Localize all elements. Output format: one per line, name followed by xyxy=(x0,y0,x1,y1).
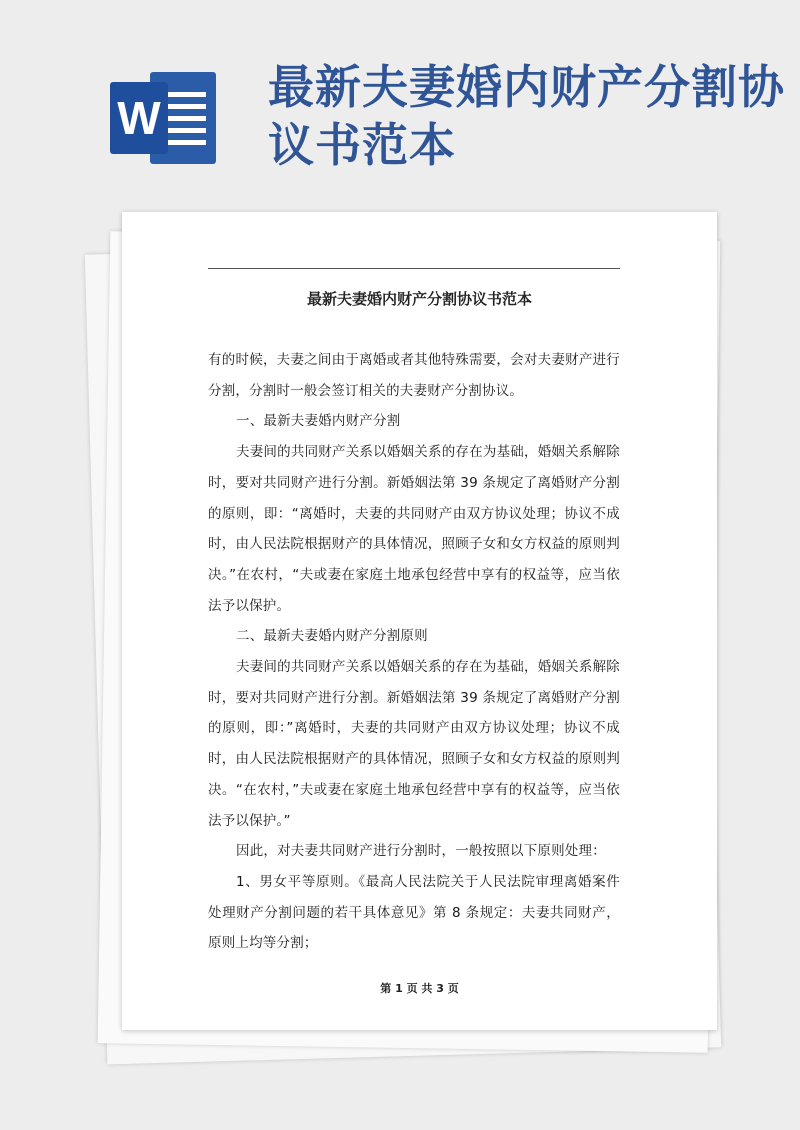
page-number: 第 1 页 共 3 页 xyxy=(380,982,459,995)
word-icon-line xyxy=(162,116,206,121)
word-icon-line xyxy=(162,104,206,109)
word-icon-line xyxy=(162,92,206,97)
document-title: 最新夫妻婚内财产分割协议书范本 xyxy=(306,290,532,308)
document-body xyxy=(208,345,620,959)
section-heading-1: 一、最新夫妻婚内财产分割 xyxy=(236,413,401,430)
word-icon xyxy=(110,68,216,168)
paragraph-principle-1: 1、男女平等原则。《最高人民法院关于人民法院审理离婚案件处理财产分割问题的若干具体意见》第 8 条规定：夫妻共同财产，原则上均等分割； xyxy=(208,873,620,952)
word-icon-letter: W xyxy=(110,82,168,154)
paragraph-principles-intro: 因此，对夫妻共同财产进行分割时，一般按照以下原则处理： xyxy=(236,843,606,860)
header-rule xyxy=(208,268,620,269)
header xyxy=(0,0,800,200)
paragraph-section-2: 夫妻间的共同财产关系以婚姻关系的存在为基础，婚姻关系解除时，要对共同财产进行分割。新婚姻法第 39 条规定了离婚财产分割的原则，即：”离婚时，夫妻的共同财产由双方协议处理；协议不成时，由人民法院根据财产的具体情况，照顾子女和女方权益的原则判决。“在农村，”夫或妻在家庭土地承包经营中享有的权益等，应当依法予以保护。” xyxy=(208,659,620,829)
word-icon-line xyxy=(162,140,206,145)
paragraph-section-1: 夫妻间的共同财产关系以婚姻关系的存在为基础，婚姻关系解除时，要对共同财产进行分割。新婚姻法第 39 条规定了离婚财产分割的原则，即：“离婚时，夫妻的共同财产由双方协议处理；协议不成时，由人民法院根据财产的具体情况，照顾子女和女方权益的原则判决。”在农村，“夫或妻在家庭土地承包经营中享有的权益等，应当依法予以保护。 xyxy=(208,444,620,614)
word-icon-line xyxy=(162,128,206,133)
paragraph-intro: 有的时候，夫妻之间由于离婚或者其他特殊需要，会对夫妻财产进行分割，分割时一般会签订相关的夫妻财产分割协议。 xyxy=(208,352,620,399)
section-heading-2: 二、最新夫妻婚内财产分割原则 xyxy=(236,628,428,645)
page-title: 最新夫妻婚内财产分割协议书范本 xyxy=(268,60,785,172)
document-page xyxy=(122,212,717,1030)
